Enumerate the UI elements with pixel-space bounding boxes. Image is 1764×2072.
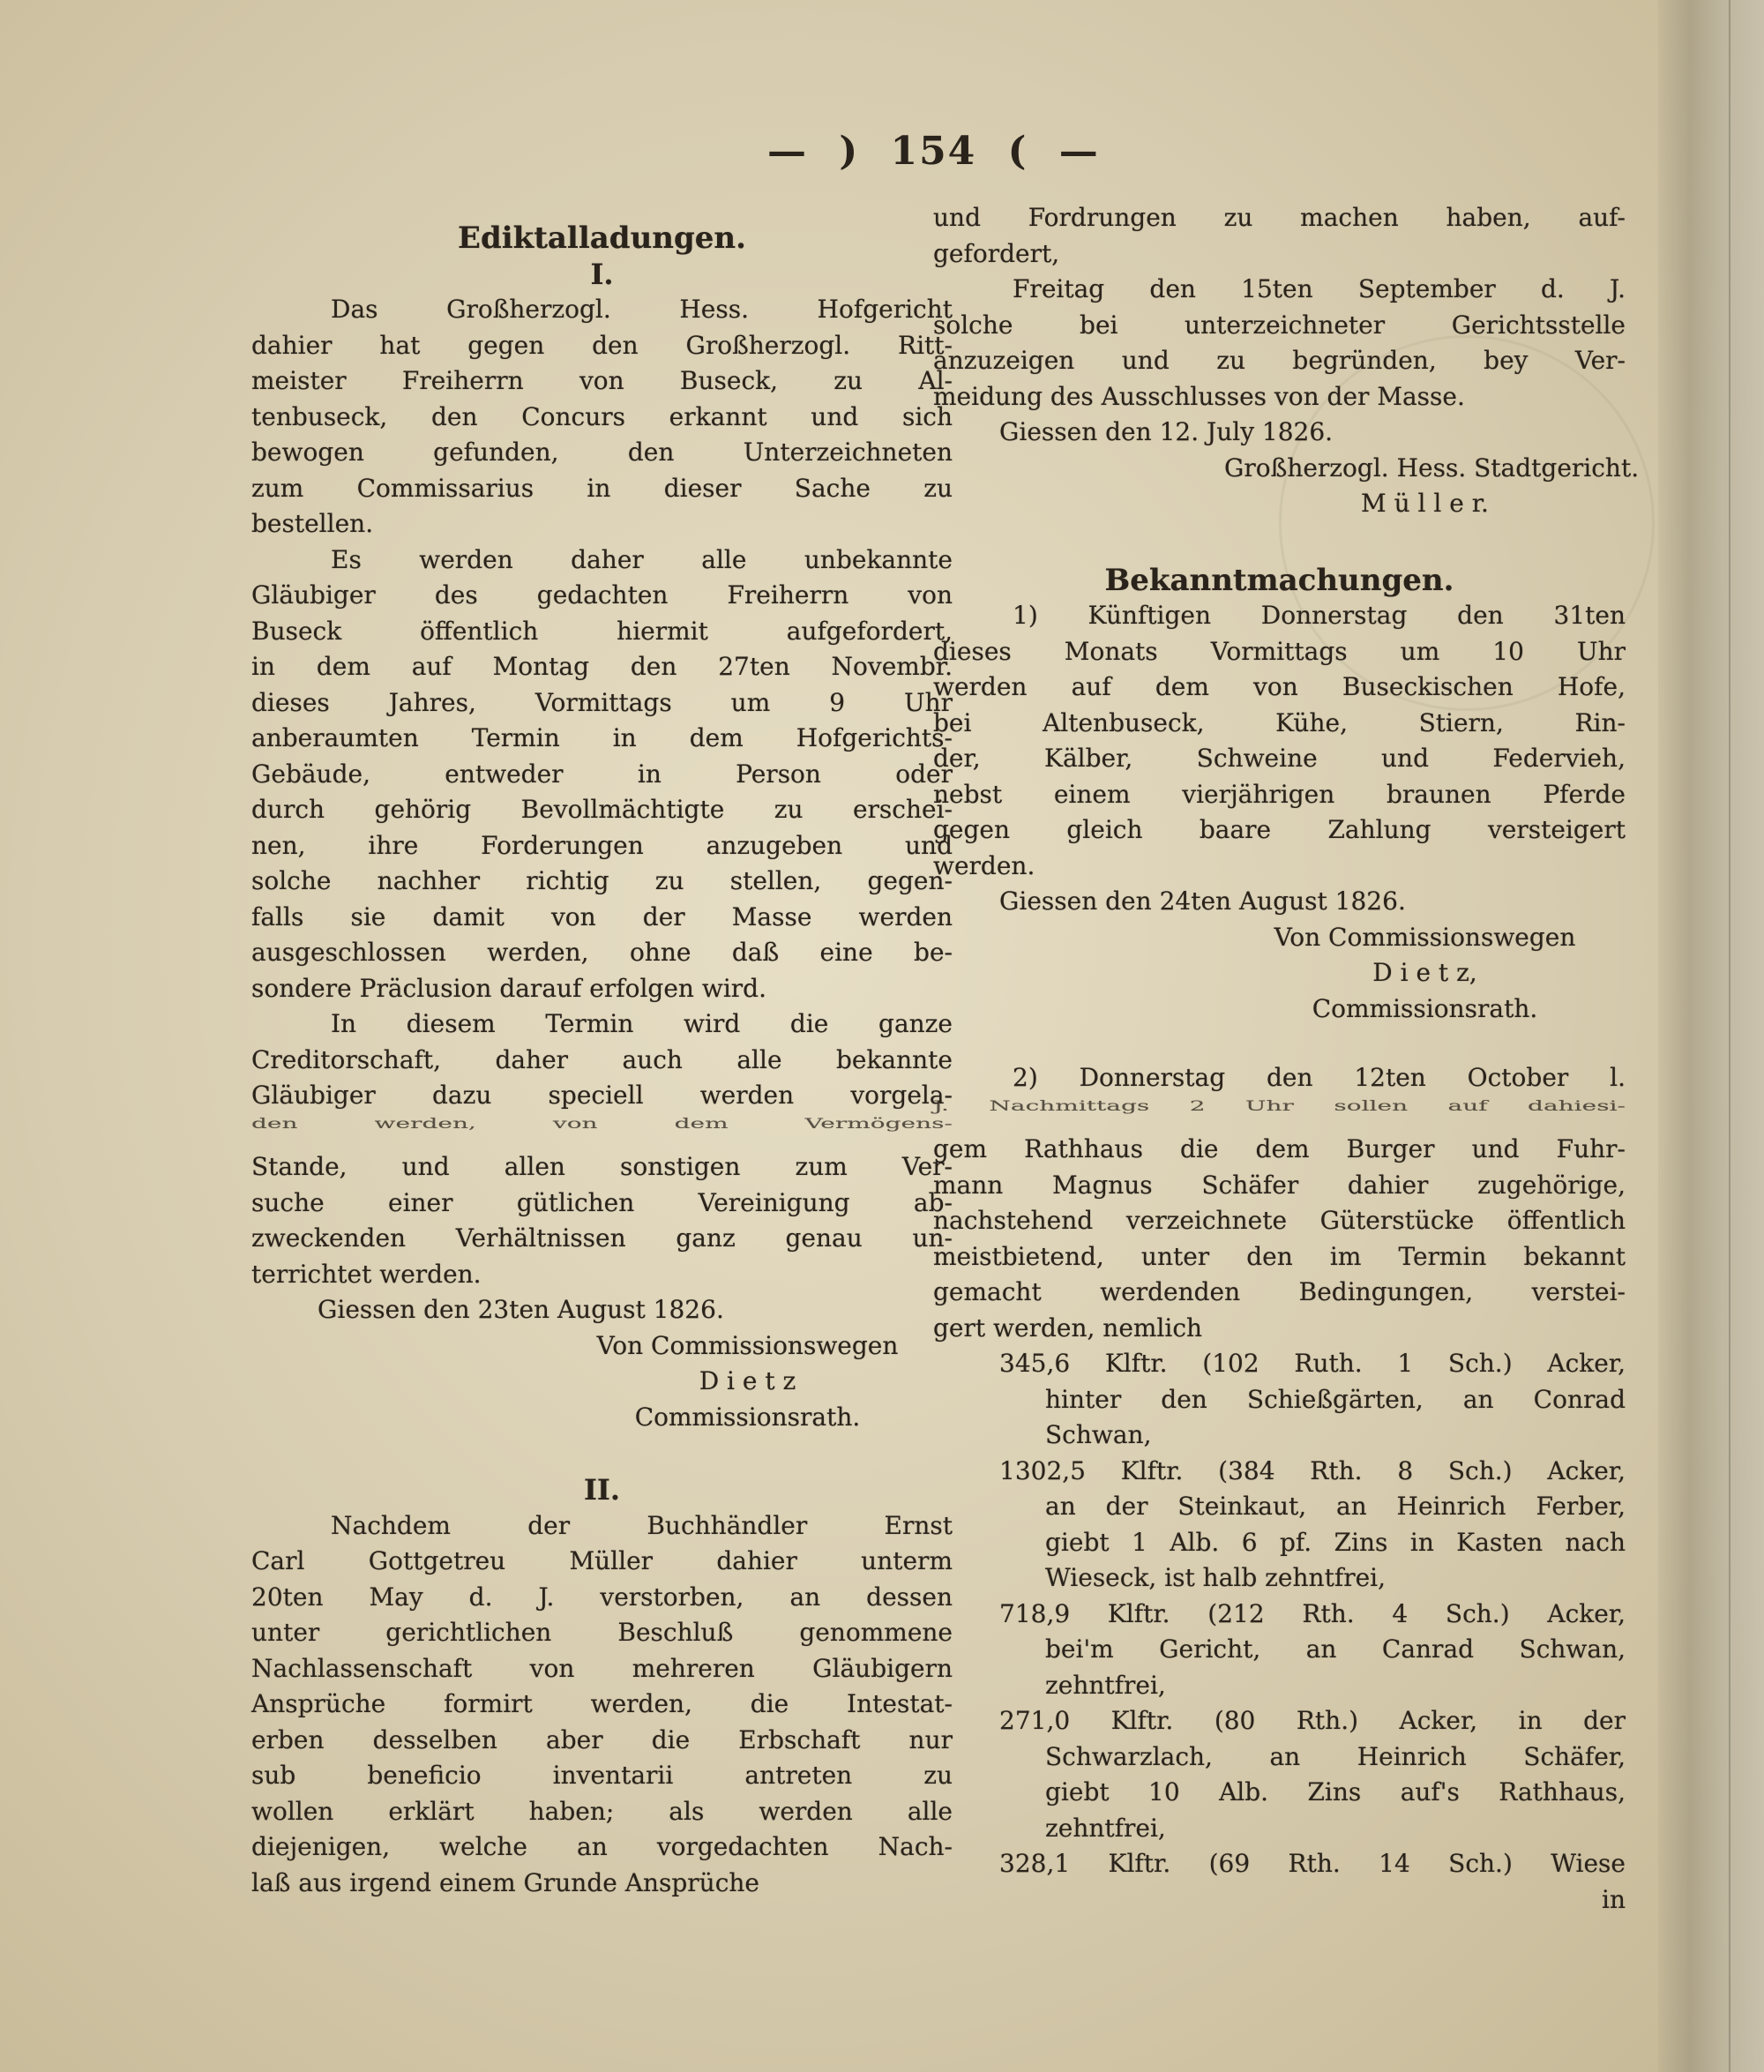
text-line: 1302,5 Klftr. (384 Rth. 8 Sch.) Acker,: [999, 1455, 1626, 1485]
paragraph: [933, 598, 1626, 884]
text-line: terrichtet werden.: [251, 1259, 482, 1289]
property-entry: [933, 1846, 1626, 1918]
signature-line: D i e t z: [699, 1366, 796, 1395]
text-line: Giessen den 23ten August 1826.: [318, 1295, 724, 1324]
signature-line: D i e t z,: [1372, 958, 1477, 987]
text-line: gemacht werdenden Bedingungen, verstei-: [933, 1277, 1626, 1306]
text-line: und Fordrungen zu machen haben, auf-: [933, 203, 1626, 232]
text-line: zehntfrei,: [1045, 1670, 1166, 1700]
text-line: in dem auf Montag den 27ten Novembr.: [251, 652, 953, 681]
text-line: tenbuseck, den Concurs erkannt und sich: [251, 401, 953, 431]
text-line: bewogen gefunden, den Unterzeichneten: [251, 438, 953, 467]
property-entry: [933, 1703, 1626, 1846]
text-line: Das Großherzogl. Hess. Hofgericht: [331, 295, 953, 324]
text-line: anzuzeigen und zu begründen, bey Ver-: [933, 346, 1626, 375]
section-numeral: [251, 257, 953, 293]
signature-line: Von Commissionswegen: [596, 1330, 899, 1360]
text-line: 2) Donnerstag den 12ten October l.: [1013, 1063, 1626, 1092]
text-line: Buseck öffentlich hiermit aufgefordert,: [251, 616, 953, 646]
dateline: [933, 415, 1626, 451]
right-column: [933, 200, 1640, 1918]
dateline: [251, 1292, 953, 1328]
left-column: [251, 221, 953, 1901]
signature-line: Großherzogl. Hess. Stadtgericht.: [1224, 453, 1640, 482]
text-line: meidung des Ausschlusses von der Masse.: [933, 381, 1465, 411]
signature-line: Commissionsrath.: [1312, 993, 1538, 1023]
text-line: dahier hat gegen den Großherzogl. Ritt-: [251, 330, 953, 360]
text-line: hinter den Schießgärten, an Conrad: [1045, 1384, 1626, 1414]
text-line: an der Steinkaut, an Heinrich Ferber,: [1045, 1492, 1626, 1521]
text-line: I.: [590, 257, 614, 291]
section-heading: [251, 221, 953, 257]
text-line: 345,6 Klftr. (102 Ruth. 1 Sch.) Acker,: [999, 1349, 1626, 1378]
dateline: [933, 884, 1626, 920]
text-line: wollen erklärt haben; als werden alle: [251, 1796, 953, 1826]
text-line: ausgeschlossen werden, ohne daß eine be-: [251, 938, 953, 967]
text-line: solche bei unterzeichneter Gerichtsstelle: [933, 310, 1626, 340]
text-line: 718,9 Klftr. (212 Rth. 4 Sch.) Acker,: [999, 1598, 1626, 1628]
text-line: anberaumten Termin in dem Hofgerichts-: [251, 723, 953, 752]
text-line: J. Nachmittags 2 Uhr sollen auf dahiesi-: [933, 1097, 1626, 1114]
text-line: Freitag den 15ten September d. J.: [1013, 274, 1626, 303]
text-line: mann Magnus Schäfer dahier zugehörige,: [933, 1170, 1626, 1200]
text-line: sondere Präclusion darauf erfolgen wird.: [251, 973, 766, 1003]
text-line: meistbietend, unter den im Termin bekannt: [933, 1241, 1626, 1271]
text-line: bei Altenbuseck, Kühe, Stiern, Rin-: [933, 707, 1626, 737]
text-line: dieses Monats Vormittags um 10 Uhr: [933, 636, 1626, 666]
text-line: 20ten May d. J. verstorben, an dessen: [251, 1582, 953, 1612]
text-line: Wieseck, ist halb zehntfrei,: [1045, 1563, 1386, 1592]
text-line: laß aus irgend einem Grunde Ansprüche: [251, 1867, 759, 1897]
text-line: bestellen.: [251, 509, 374, 538]
text-line: Gebäude, entweder in Person oder: [251, 759, 953, 789]
signature-block: [1224, 451, 1640, 522]
text-line: gem Rathhaus die dem Burger und Fuhr-: [933, 1134, 1626, 1163]
paragraph-continued: [933, 200, 1626, 272]
paragraph: [251, 1508, 953, 1902]
text-line: der, Kälber, Schweine und Federvieh,: [933, 744, 1626, 773]
signature-block: [542, 1328, 953, 1436]
text-line: Schwarzlach, an Heinrich Schäfer,: [1045, 1741, 1626, 1771]
text-line: suche einer gütlichen Vereinigung ab-: [251, 1187, 953, 1217]
page-gutter-shadow: [1658, 0, 1764, 2072]
paragraph: [251, 1006, 953, 1292]
heading-text: Ediktalladungen.: [458, 221, 746, 256]
text-line: meister Freiherrn von Buseck, zu Al-: [251, 366, 953, 395]
section-heading: [933, 563, 1626, 599]
text-line: Gläubiger dazu speciell werden vorgela-: [251, 1081, 953, 1110]
heading-text: Bekanntmachungen.: [1104, 562, 1454, 598]
text-line: Ansprüche formirt werden, die Intestat-: [251, 1689, 953, 1718]
text-line: solche nachher richtig zu stellen, gegen-: [251, 866, 953, 895]
text-line: den werden, von dem Vermögens-: [251, 1115, 953, 1132]
page-number-header: — ) 154 ( —: [767, 129, 1100, 174]
paragraph: [251, 542, 953, 1007]
text-line: Creditorschaft, daher auch alle bekannte: [251, 1044, 953, 1074]
section-numeral: [251, 1472, 953, 1508]
text-line: zweckenden Verhältnissen ganz genau un-: [251, 1223, 953, 1253]
text-line: 271,0 Klftr. (80 Rth.) Acker, in der: [999, 1706, 1626, 1735]
property-entry: [933, 1454, 1626, 1597]
text-line: werden.: [933, 850, 1035, 880]
text-line: falls sie damit von der Masse werden: [251, 901, 953, 931]
text-line: Stande, und allen sonstigen zum Ver-: [251, 1152, 953, 1181]
paragraph: [933, 1060, 1626, 1346]
text-line: erben desselben aber die Erbschaft nur: [251, 1724, 953, 1754]
signature-line: Von Commissionswegen: [1274, 922, 1576, 952]
text-line: Schwan,: [1045, 1420, 1152, 1449]
text-line: durch gehörig Bevollmächtigte zu erschei-: [251, 795, 953, 824]
text-line: Nachdem der Buchhändler Ernst: [331, 1510, 953, 1540]
text-line: unter gerichtlichen Beschluß genommene: [251, 1618, 953, 1647]
paragraph: [251, 292, 953, 542]
text-line: giebt 1 Alb. 6 pf. Zins in Kasten nach: [1045, 1527, 1626, 1557]
text-line: in: [1602, 1884, 1626, 1914]
text-line: diejenigen, welche an vorgedachten Nach-: [251, 1832, 953, 1861]
text-line: II.: [583, 1473, 621, 1507]
text-line: zehntfrei,: [1045, 1813, 1166, 1843]
property-entry: [933, 1597, 1626, 1704]
text-line: gert werden, nemlich: [933, 1313, 1203, 1343]
text-line: Carl Gottgetreu Müller dahier unterm: [251, 1546, 953, 1575]
text-line: Es werden daher alle unbekannte: [331, 544, 953, 574]
text-line: bei'm Gericht, an Canrad Schwan,: [1045, 1634, 1626, 1664]
signature-line: M ü l l e r.: [1361, 489, 1489, 518]
text-line: zum Commissarius in dieser Sache zu: [251, 473, 953, 503]
paragraph: [933, 272, 1626, 415]
text-line: nebst einem vierjährigen braunen Pferde: [933, 779, 1626, 809]
text-line: gegen gleich baare Zahlung versteigert: [933, 815, 1626, 844]
text-line: sub beneficio inventarii antreten zu: [251, 1761, 953, 1790]
text-line: 1) Künftigen Donnerstag den 31ten: [1013, 601, 1626, 630]
text-line: 328,1 Klftr. (69 Rth. 14 Sch.) Wiese: [999, 1849, 1626, 1878]
text-line: Nachlassenschaft von mehreren Gläubigern: [251, 1653, 953, 1683]
signature-block: [1224, 920, 1626, 1028]
text-line: In diesem Termin wird die ganze: [331, 1009, 953, 1038]
text-line: Giessen den 24ten August 1826.: [999, 886, 1406, 916]
signature-line: Commissionsrath.: [634, 1402, 861, 1432]
text-line: Giessen den 12. July 1826.: [999, 417, 1334, 446]
text-line: giebt 10 Alb. Zins auf's Rathhaus,: [1045, 1777, 1626, 1806]
page-edge: [1729, 0, 1730, 2072]
property-entry: [933, 1346, 1626, 1454]
text-line: gefordert,: [933, 238, 1060, 268]
text-line: nachstehend verzeichnete Güterstücke öffentlich: [933, 1206, 1626, 1235]
text-line: nen, ihre Forderungen anzugeben und: [251, 830, 953, 860]
text-line: werden auf dem von Buseckischen Hofe,: [933, 672, 1626, 701]
text-line: dieses Jahres, Vormittags um 9 Uhr: [251, 687, 953, 717]
text-line: Gläubiger des gedachten Freiherrn von: [251, 580, 953, 610]
